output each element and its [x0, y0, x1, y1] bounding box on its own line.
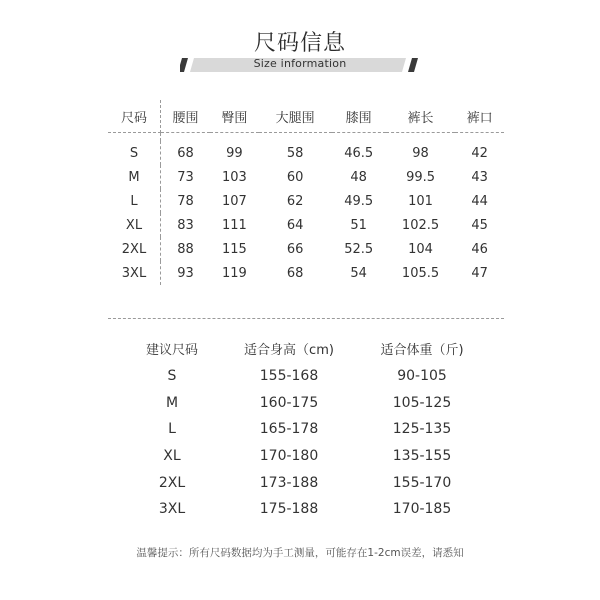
table-cell: L: [108, 189, 161, 213]
table-cell: 46.5: [344, 145, 374, 161]
table-cell: 115: [221, 241, 247, 257]
header-cell: 腰围: [161, 100, 211, 133]
table-cell: 101: [408, 193, 433, 209]
table-cell: 62: [286, 193, 304, 209]
table-cell: 173-188: [259, 474, 319, 491]
header-cell: 建议尺码: [145, 342, 198, 358]
table-cell: 78: [177, 193, 194, 209]
table-cell: 170-185: [392, 501, 452, 518]
size-table: [108, 100, 504, 285]
table-cell: 104: [408, 241, 433, 257]
table-cell: 93: [177, 265, 194, 281]
table-cell: 58: [286, 145, 304, 161]
table-cell: 99.5: [406, 169, 436, 185]
table-cell: XL: [108, 213, 161, 237]
subtitle: Size information: [253, 57, 347, 70]
table-cell: L: [168, 421, 176, 438]
page-title: 尺码信息: [253, 31, 346, 56]
table-cell: S: [108, 141, 161, 165]
table-cell: 3XL: [158, 501, 186, 518]
table-cell: 155-168: [259, 368, 319, 385]
recommend-table: [120, 333, 490, 523]
table-cell: M: [108, 165, 161, 189]
table-cell: 170-180: [259, 448, 319, 465]
size-table-header: [108, 100, 504, 133]
table-cell: 155-170: [392, 474, 452, 491]
table-cell: 68: [177, 145, 194, 161]
table-cell: 165-178: [259, 421, 319, 438]
table-row: [120, 416, 490, 443]
table-row: [108, 213, 504, 237]
table-cell: 73: [177, 169, 194, 185]
table-cell: 66: [286, 241, 304, 257]
table-cell: 44: [471, 193, 488, 209]
header-cell: 适合身高（cm): [244, 342, 334, 358]
table-cell: 175-188: [259, 501, 319, 518]
table-cell: 2XL: [158, 474, 186, 491]
table-cell: 83: [177, 217, 194, 233]
table-cell: 2XL: [108, 237, 161, 261]
header-cell: 裤长: [386, 100, 456, 133]
table-cell: 98: [412, 145, 429, 161]
table-row: [120, 469, 490, 496]
table-cell: S: [167, 368, 177, 385]
table-cell: 42: [471, 145, 488, 161]
table-cell: 48: [350, 169, 367, 185]
table-row: [108, 261, 504, 285]
table-row: [108, 141, 504, 165]
table-row: [120, 390, 490, 417]
recommend-table-header: [120, 333, 490, 363]
table-cell: XL: [163, 448, 181, 465]
header-cell: 裤口: [455, 100, 504, 133]
table-row: [120, 496, 490, 523]
table-cell: M: [165, 394, 179, 411]
table-cell: 88: [177, 241, 194, 257]
table-cell: 52.5: [344, 241, 374, 257]
header-cell: 尺码: [108, 100, 161, 133]
table-cell: 99: [226, 145, 243, 161]
header-cell: 膝围: [332, 100, 386, 133]
table-cell: 102.5: [401, 217, 440, 233]
table-cell: 125-135: [392, 421, 452, 438]
table-cell: 105.5: [401, 265, 440, 281]
table-cell: 45: [471, 217, 488, 233]
section-divider: [108, 318, 504, 319]
subtitle-banner: [180, 55, 420, 75]
table-row: [120, 363, 490, 390]
header-cell: 大腿围: [259, 100, 332, 133]
table-cell: 105-125: [392, 394, 452, 411]
table-row: [108, 189, 504, 213]
table-cell: 103: [221, 169, 247, 185]
header-cell: 臀围: [210, 100, 259, 133]
table-cell: 107: [221, 193, 247, 209]
table-cell: 60: [286, 169, 304, 185]
table-row: [108, 165, 504, 189]
table-cell: 3XL: [108, 261, 161, 285]
table-cell: 46: [471, 241, 488, 257]
measurement-note: 温馨提示：所有尺码数据均为手工测量，可能存在1-2cm误差，请悉知: [136, 547, 464, 559]
table-cell: 111: [221, 217, 247, 233]
table-row: [108, 237, 504, 261]
table-cell: 68: [286, 265, 304, 281]
table-cell: 64: [286, 217, 304, 233]
table-cell: 51: [350, 217, 367, 233]
table-cell: 54: [350, 265, 367, 281]
table-cell: 49.5: [344, 193, 374, 209]
table-cell: 135-155: [392, 448, 452, 465]
table-cell: 119: [221, 265, 247, 281]
table-cell: 47: [471, 265, 488, 281]
table-cell: 90-105: [397, 368, 447, 385]
table-cell: 160-175: [259, 394, 319, 411]
table-row: [120, 443, 490, 470]
header-cell: 适合体重（斤): [380, 342, 464, 358]
table-cell: 43: [471, 169, 488, 185]
